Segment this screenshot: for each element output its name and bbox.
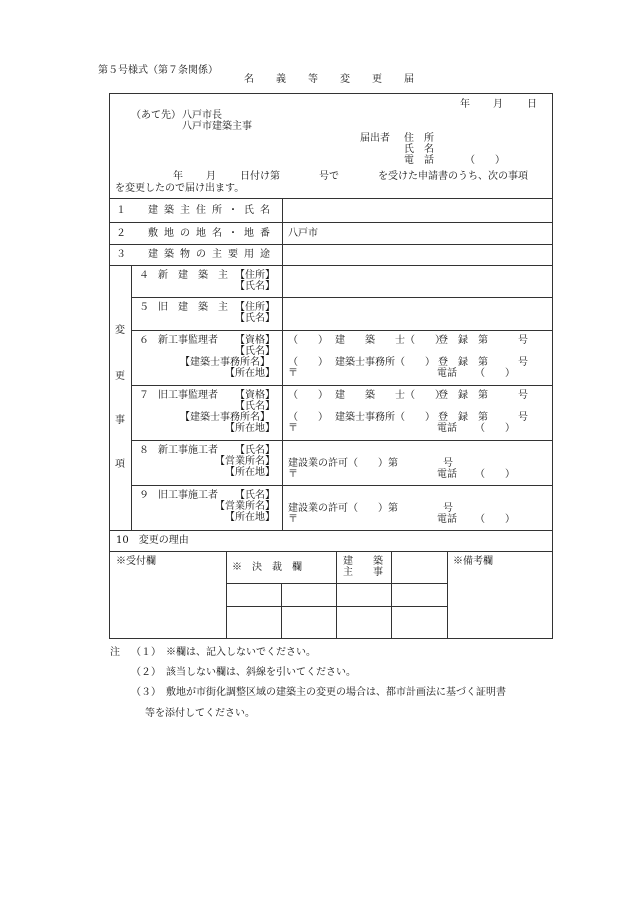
row-5-label: 旧 建 築 主	[158, 302, 228, 313]
row-8-number: ８	[139, 445, 149, 456]
row-7-office: 建築士事務所（ ）	[335, 412, 435, 423]
note-3-continued: 等を添付してください。	[145, 708, 255, 719]
note-3: 敷地が市街化調整区域の建築主の変更の場合は、都市計画法に基づく証明書	[166, 687, 506, 698]
row-6-architect: 建 築 士（ ）	[335, 335, 445, 346]
statement-text-2: を変更したので届け出ます。	[115, 183, 245, 194]
row-8-label: 新工事施工者	[158, 445, 218, 456]
row-5-bracket-1: 【住所】	[235, 302, 275, 313]
row-7-bracket-4: 【所在地】	[225, 423, 275, 434]
row-6-bracket-1: 【資格】	[235, 335, 275, 346]
row-8-bracket-1: 【氏名】	[235, 445, 275, 456]
row-7-architect-paren: （ ）	[288, 390, 328, 401]
note-3-number: （３）	[131, 687, 161, 698]
applicant-name-label: 氏 名	[404, 144, 434, 155]
row-4-bracket-1: 【住所】	[235, 270, 275, 281]
row-6-office-registration: 登 録 第 号	[438, 357, 528, 368]
row-6-office: 建築士事務所（ ）	[335, 357, 435, 368]
form-title: 名 義 等 変 更 届	[244, 74, 420, 85]
row-6-number: ６	[139, 335, 149, 346]
row-6-phone-parens: （ ）	[475, 368, 515, 379]
remarks-label: ※備考欄	[453, 556, 493, 567]
row-6-label: 新工事監理者	[158, 335, 218, 346]
side-label-2: 更	[115, 371, 125, 382]
row-2-label: ２ 敷地の地名・地番	[116, 228, 276, 239]
row-7-bracket-1: 【資格】	[235, 390, 275, 401]
row-6-bracket-2: 【氏名】	[235, 346, 275, 357]
addressee-prefix: （あて先）	[131, 110, 181, 121]
row-1-label: １ 建築主住所・氏名	[116, 205, 276, 216]
row-7-architect: 建 築 士（ ）	[335, 390, 445, 401]
applicant-phone-label: 電 話	[404, 155, 434, 166]
row-7-phone: 電話	[437, 423, 457, 434]
builder-label-1: 建 築	[343, 556, 383, 567]
row-10-label: 10 変更の理由	[116, 535, 189, 546]
row-7-number: ７	[139, 390, 149, 401]
row-6-bracket-3: 【建築士事務所名】	[180, 357, 270, 368]
row-3-label: ３ 建築物の主要用途	[116, 249, 276, 260]
row-9-number: ９	[139, 490, 149, 501]
row-7-bracket-2: 【氏名】	[235, 401, 275, 412]
statement-number: 号で	[319, 171, 339, 182]
date-year: 年	[460, 99, 470, 110]
row-8-license: 建設業の許可（ ）第	[288, 458, 398, 469]
row-8-postal: 〒	[288, 469, 298, 480]
date-day: 日	[527, 99, 537, 110]
addressee-mayor: 八戸市長	[182, 110, 222, 121]
row-6-office-paren: （ ）	[288, 357, 328, 368]
applicant-address-label: 住 所	[404, 133, 434, 144]
row-7-registration: 登 録 第 号	[438, 390, 528, 401]
form-number: 第５号様式（第７条関係）	[98, 65, 218, 76]
row-4-label: 新 建 築 主	[158, 270, 228, 281]
statement-dated: 日付け第	[240, 171, 280, 182]
row-5-number: ５	[139, 302, 149, 313]
row-7-office-registration: 登 録 第 号	[438, 412, 528, 423]
statement-year: 年	[173, 171, 183, 182]
row-6-phone: 電話	[437, 368, 457, 379]
applicant-label: 届出者	[360, 133, 390, 144]
row-5-bracket-2: 【氏名】	[235, 313, 275, 324]
row-4-bracket-2: 【氏名】	[235, 281, 275, 292]
row-8-phone-parens: （ ）	[475, 469, 515, 480]
row-9-license-number: 号	[443, 503, 453, 514]
row-8-phone: 電話	[437, 469, 457, 480]
side-label-3: 事	[115, 415, 125, 426]
row-6-postal: 〒	[288, 368, 298, 379]
side-label-1: 変	[115, 325, 125, 336]
date-month: 月	[493, 99, 503, 110]
row-9-postal: 〒	[288, 514, 298, 525]
row-9-phone-parens: （ ）	[475, 514, 515, 525]
row-7-label: 旧工事監理者	[158, 390, 218, 401]
note-2-number: （２）	[131, 667, 161, 678]
row-7-office-paren: （ ）	[288, 412, 328, 423]
row-4-number: ４	[139, 270, 149, 281]
row-6-architect-paren: （ ）	[288, 335, 328, 346]
side-label-4: 項	[115, 459, 125, 470]
note-2: 該当しない欄は、斜線を引いてください。	[166, 667, 356, 678]
note-1: ※欄は、記入しないでください。	[166, 647, 316, 658]
row-6-bracket-4: 【所在地】	[225, 368, 275, 379]
statement-text: を受けた申請書のうち、次の事項	[378, 171, 528, 182]
statement-month: 月	[206, 171, 216, 182]
row-9-phone: 電話	[437, 514, 457, 525]
row-9-bracket-3: 【所在地】	[225, 512, 275, 523]
row-8-bracket-3: 【所在地】	[225, 467, 275, 478]
decision-label: ※ 決 裁 欄	[232, 562, 302, 573]
reception-label: ※受付欄	[116, 556, 156, 567]
row-9-bracket-1: 【氏名】	[235, 490, 275, 501]
row-7-postal: 〒	[288, 423, 298, 434]
row-6-registration: 登 録 第 号	[438, 335, 528, 346]
note-1-number: （１）	[131, 647, 161, 658]
addressee-official: 八戸市建築主事	[182, 121, 252, 132]
applicant-phone-parens: （ ）	[465, 155, 505, 166]
row-9-bracket-2: 【営業所名】	[215, 501, 275, 512]
row-9-license: 建設業の許可（ ）第	[288, 503, 398, 514]
row-8-bracket-2: 【営業所名】	[215, 456, 275, 467]
builder-label-2: 主 事	[343, 567, 383, 578]
row-7-phone-parens: （ ）	[475, 423, 515, 434]
row-8-license-number: 号	[443, 458, 453, 469]
row-9-label: 旧工事施工者	[158, 490, 218, 501]
row-2-value: 八戸市	[288, 228, 318, 239]
notes-label: 注	[110, 647, 120, 658]
row-7-bracket-3: 【建築士事務所名】	[180, 412, 270, 423]
